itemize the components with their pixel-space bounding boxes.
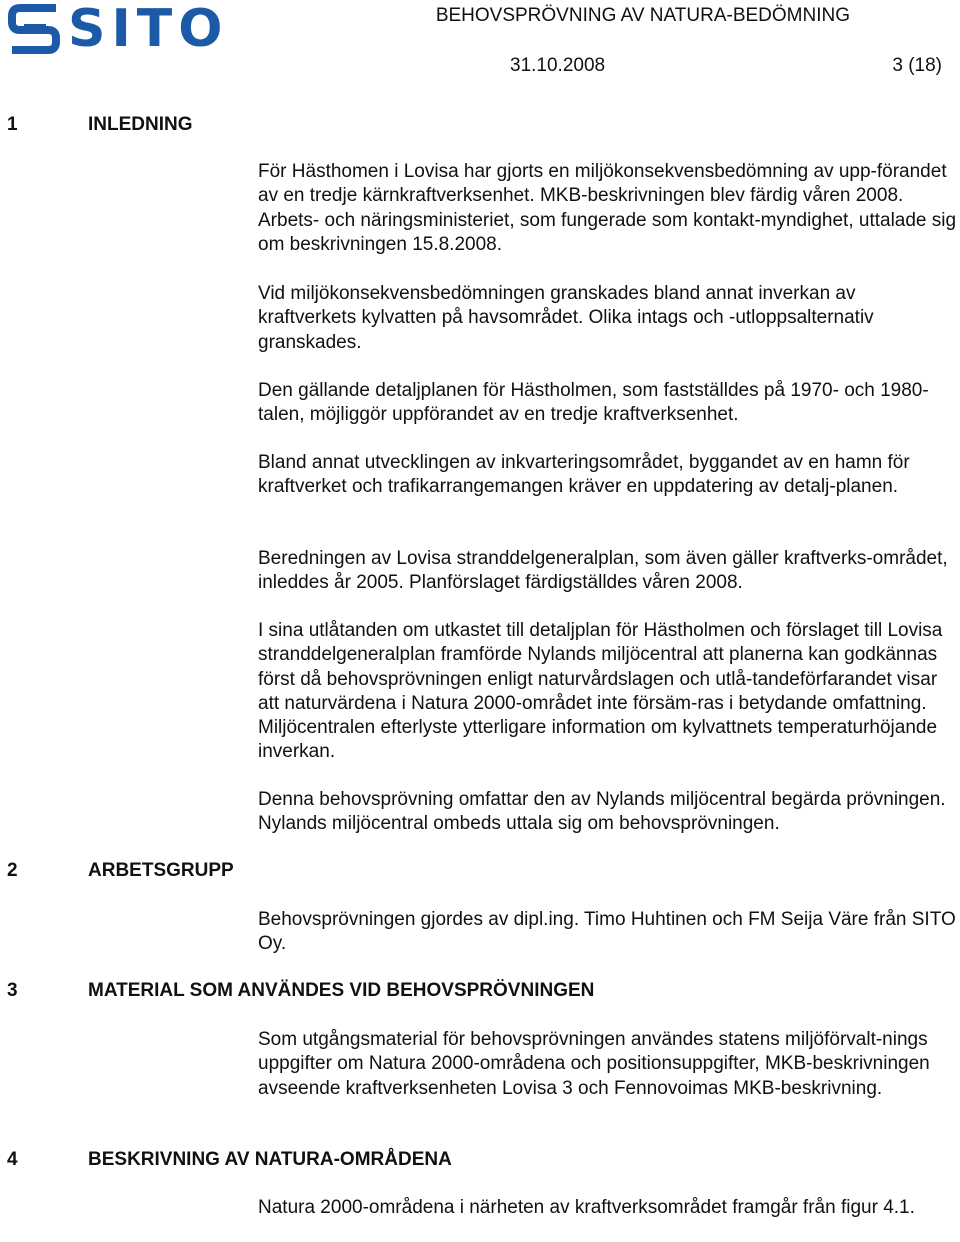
section-title: INLEDNING bbox=[88, 114, 193, 135]
paragraph: Bland annat utvecklingen av inkvarteringsområdet, byggandet av en hamn för kraftverket och trafikarrangemangen kräver en uppdatering av detalj-planen. bbox=[258, 452, 910, 498]
section-title: MATERIAL SOM ANVÄNDES VID BEHOVSPRÖVNINGEN bbox=[88, 980, 595, 1001]
sito-logo-icon bbox=[6, 2, 62, 56]
section-heading-2 bbox=[7, 860, 234, 882]
paragraph: Behovsprövningen gjordes av dipl.ing. Timo Huhtinen och FM Seija Väre från SITO Oy. bbox=[258, 909, 956, 955]
logo-text: SITO bbox=[68, 0, 229, 59]
section-heading-4 bbox=[7, 1149, 452, 1171]
paragraph: Denna behovsprövning omfattar den av Nylands miljöcentral begärda prövningen. Nylands miljöcentral ombeds uttala sig om behovsprövningen. bbox=[258, 789, 946, 835]
section-heading-3 bbox=[7, 980, 594, 1002]
company-logo bbox=[6, 0, 229, 59]
section-number: 2 bbox=[7, 860, 18, 881]
document-title: BEHOVSPRÖVNING AV NATURA-BEDÖMNING bbox=[435, 5, 850, 26]
paragraph: För Hästhomen i Lovisa har gjorts en miljökonsekvensbedömning av upp-förandet av en tredje kärnkraftverksenhet. MKB-beskrivningen blev färdig våren 2008. Arbets- och näringsministeriet, som fungerade som kontakt-myndighet, uttalade sig om beskrivningen 15.8.2008. bbox=[258, 161, 957, 255]
paragraph: Vid miljökonsekvensbedömningen granskades bland annat inverkan av kraftverkets kylvatten på havsområdet. Olika intags och -utloppsalternativ granskades. bbox=[258, 283, 874, 353]
paragraph: Den gällande detaljplanen för Hästholmen, som fastställdes på 1970- och 1980-talen, möjliggör uppförandet av en tredje kraftverksenhet. bbox=[258, 380, 929, 426]
page-number: 3 (18) bbox=[892, 55, 942, 76]
paragraph: Som utgångsmaterial för behovsprövningen användes statens miljöförvalt-nings uppgifter om Natura 2000-områdena och positionsuppgifter, MKB-beskrivningen avseende kraftverksenheten Lovisa 3 och Fennovoimas MKB-beskrivning. bbox=[258, 1029, 930, 1099]
section-heading-1 bbox=[7, 114, 193, 136]
document-date: 31.10.2008 bbox=[510, 55, 606, 76]
section-title: ARBETSGRUPP bbox=[88, 860, 234, 881]
paragraph: Natura 2000-områdena i närheten av kraftverksområdet framgår från figur 4.1. bbox=[258, 1197, 915, 1218]
section-number: 4 bbox=[7, 1149, 18, 1170]
section-title: BESKRIVNING AV NATURA-OMRÅDENA bbox=[88, 1149, 452, 1170]
paragraph: Beredningen av Lovisa stranddelgeneralplan, som även gäller kraftverks-området, inleddes år 2005. Planförslaget färdigställdes våren 2008. bbox=[258, 548, 948, 594]
section-number: 3 bbox=[7, 980, 18, 1001]
section-number: 1 bbox=[7, 114, 18, 135]
paragraph: I sina utlåtanden om utkastet till detaljplan för Hästholmen och förslaget till Lovisa stranddelgeneralplan framförde Nylands miljöcentral att planerna kan godkännas först då behovsprövningen enligt naturvårdslagen och utlå-tandeförfarandet visar att naturvärdena i Natura 2000-området inte försäm-ras i betydande omfattning. Miljöcentralen efterlyste ytterligare information om kylvattnets temperaturhöjande inverkan. bbox=[258, 620, 943, 763]
